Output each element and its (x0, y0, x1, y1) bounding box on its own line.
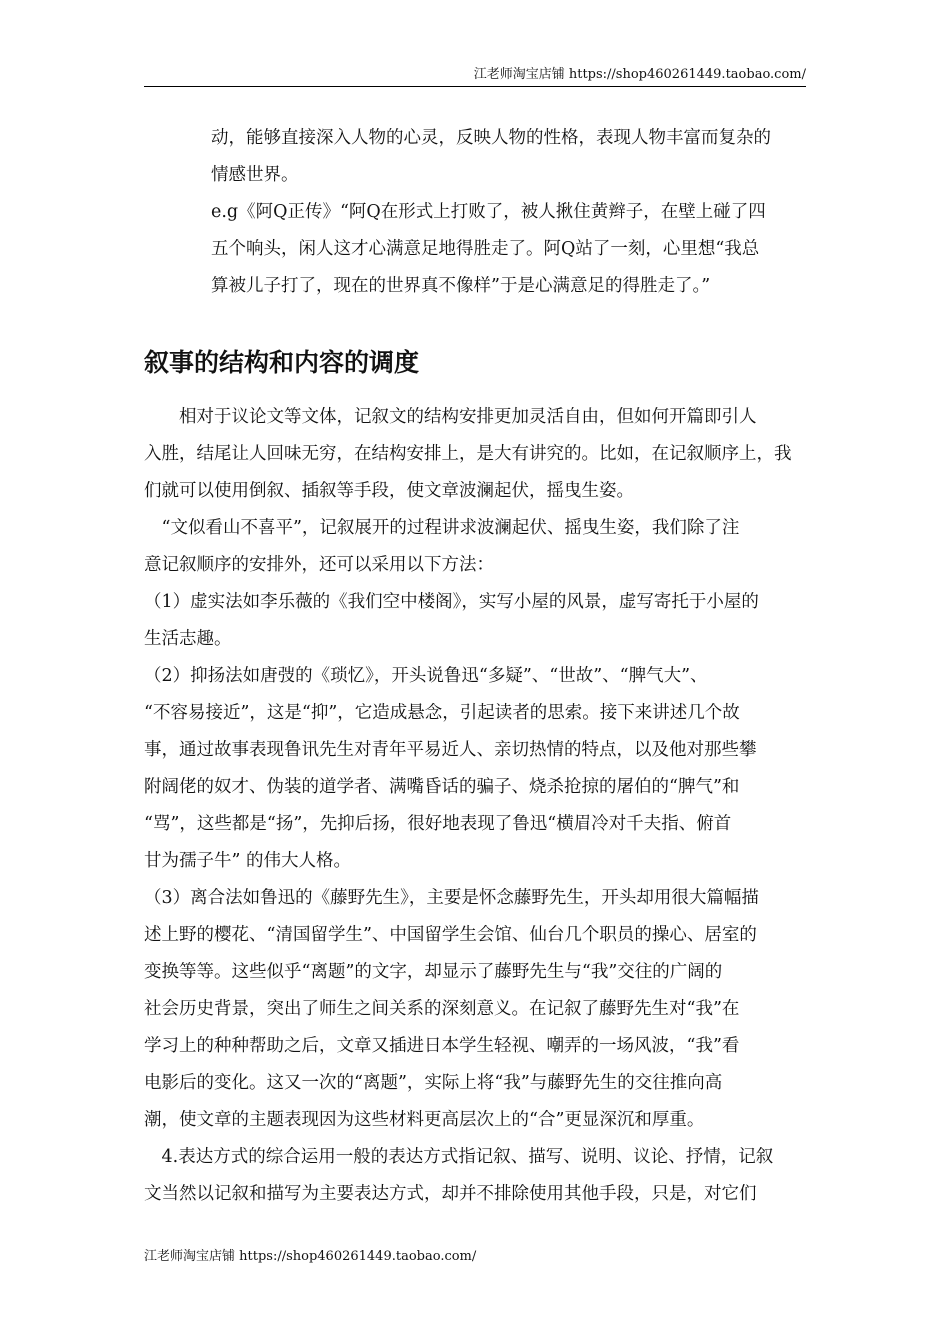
text-line: 事，通过故事表现鲁讯先生对青年平易近人、亲切热情的特点，以及他对那些攀 (144, 740, 757, 760)
text-line: 入胜，结尾让人回味无穷，在结构安排上，是大有讲究的。比如，在记叙顺序上，我 (144, 444, 792, 464)
continued-paragraph (211, 120, 806, 305)
header-divider (144, 86, 806, 87)
text-line: 文当然以记叙和描写为主要表达方式，却并不排除使用其他手段，只是，对它们 (144, 1184, 757, 1204)
text-line: 动，能够直接深入人物的心灵，反映人物的性格，表现人物丰富而复杂的 (211, 128, 771, 148)
text-line: 意记叙顺序的安排外，还可以采用以下方法： (144, 555, 494, 575)
text-line: 学习上的种种帮助之后，文章又插进日本学生轻视、嘲弄的一场风波，“我”看 (144, 1036, 740, 1056)
text-line: 电影后的变化。这又一次的“离题”，实际上将“我”与藤野先生的交往推向高 (144, 1073, 723, 1093)
text-line: （3）离合法如鲁迅的《藤野先生》，主要是怀念藤野先生，开头却用很大篇幅描 (144, 888, 759, 908)
text-line: 潮，使文章的主题表现因为这些材料更高层次上的“合”更显深沉和厚重。 (144, 1110, 705, 1130)
section-heading: 叙事的结构和内容的调度 (144, 348, 420, 377)
text-line: “骂”，这些都是“扬”，先抑后扬，很好地表现了鲁迅“横眉冷对千夫指、俯首 (144, 814, 732, 834)
text-line: 算被儿子打了，现在的世界真不像样”于是心满意足的得胜走了。” (211, 276, 711, 296)
text-line: 甘为孺子牛” 的伟大人格。 (144, 851, 352, 871)
text-line: 述上野的樱花、“清国留学生”、中国留学生会馆、仙台几个职员的操心、居室的 (144, 925, 757, 945)
text-line: 变换等等。这些似乎“离题”的文字，却显示了藤野先生与“我”交往的广阔的 (144, 962, 723, 982)
text-line: 五个响头，闲人这才心满意足地得胜走了。阿Q站了一刻，心里想“我总 (211, 239, 760, 259)
text-line: e.g《阿Q正传》“阿Q在形式上打败了，被人揪住黄辫子，在壁上碰了四 (211, 202, 766, 222)
text-line: 们就可以使用倒叙、插叙等手段，使文章波澜起伏，摇曳生姿。 (144, 481, 634, 501)
text-line: 情感世界。 (211, 165, 299, 185)
text-line: （1）虚实法如李乐薇的《我们空中楼阁》，实写小屋的风景，虚写寄托于小屋的 (144, 592, 759, 612)
page-header: 江老师淘宝店铺 https://shop460261449.taobao.com/ (473, 67, 806, 82)
text-line: “文似看山不喜平”，记叙展开的过程讲求波澜起伏、摇曳生姿，我们除了注 (144, 518, 740, 538)
text-line: 生活志趣。 (144, 629, 232, 649)
text-line: 附阔佬的奴才、伪装的道学者、满嘴昏话的骗子、烧杀抢掠的屠伯的“脾气”和 (144, 777, 740, 797)
page-footer: 江老师淘宝店铺 https://shop460261449.taobao.com/ (144, 1249, 477, 1264)
text-line: （2）抑扬法如唐弢的《琐忆》，开头说鲁迅“多疑”、“世故”、“脾气大”、 (144, 666, 708, 686)
text-line: 4.表达方式的综合运用一般的表达方式指记叙、描写、说明、议论、抒情，记叙 (144, 1147, 774, 1167)
text-line: 社会历史背景，突出了师生之间关系的深刻意义。在记叙了藤野先生对“我”在 (144, 999, 740, 1019)
text-line: 相对于议论文等文体，记叙文的结构安排更加灵活自由，但如何开篇即引人 (144, 407, 757, 427)
text-line: “不容易接近”，这是“抑”，它造成悬念，引起读者的思索。接下来讲述几个故 (144, 703, 740, 723)
body-text (144, 399, 806, 1213)
